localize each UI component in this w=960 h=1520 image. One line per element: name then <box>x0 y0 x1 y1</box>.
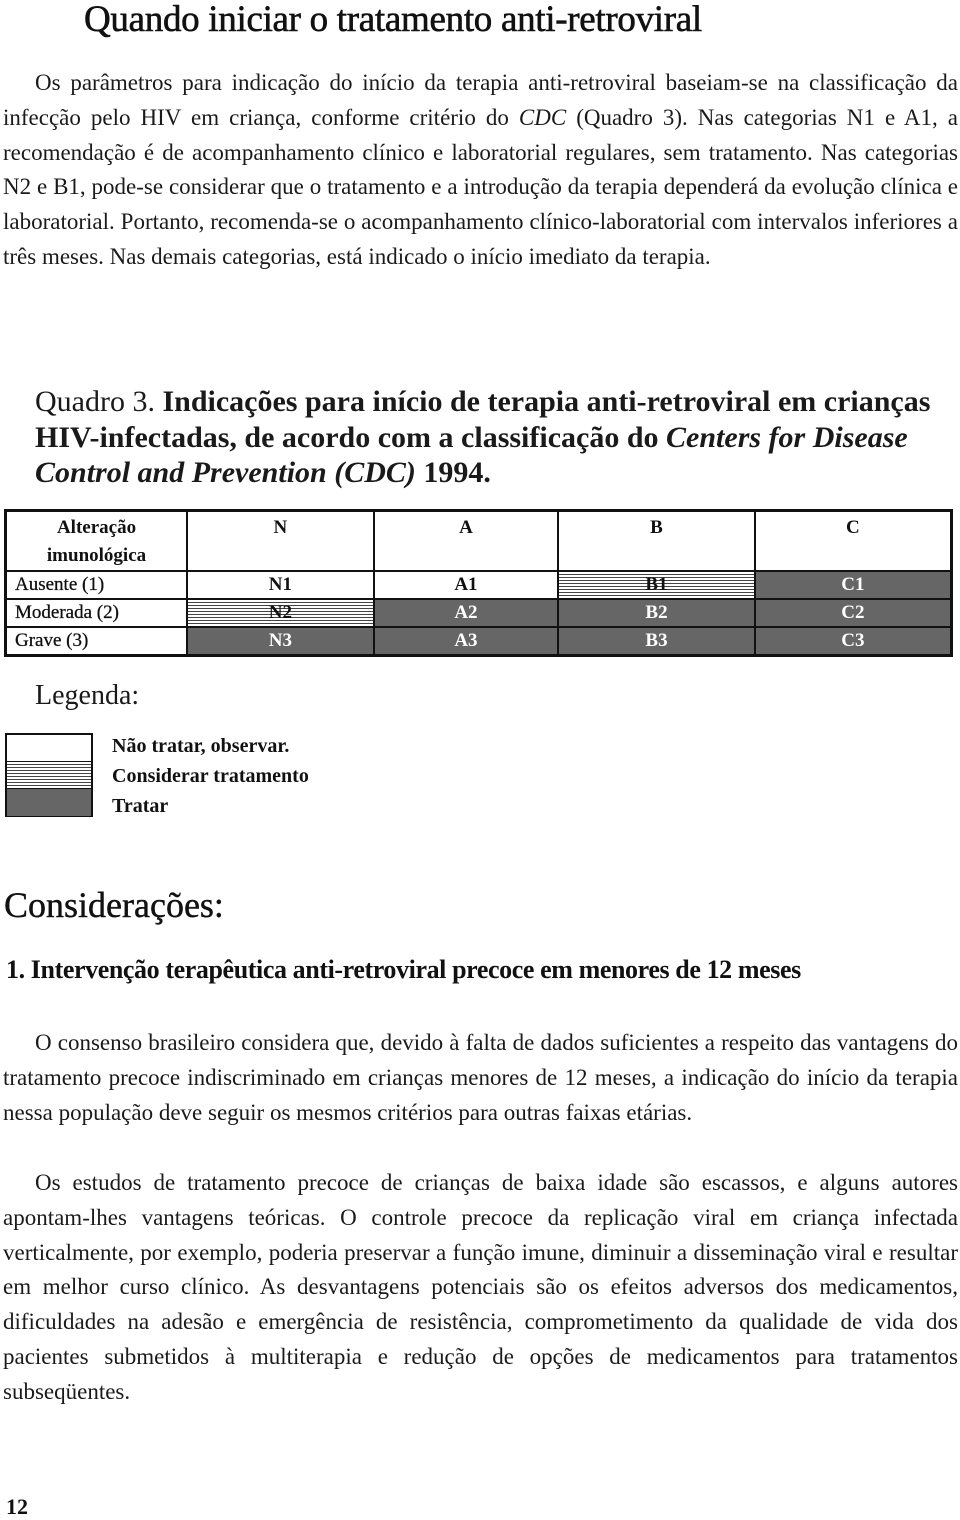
table-header-n: N <box>187 511 374 572</box>
intro-text-1: Os parâmetros para indicação do início da terapia anti-retroviral baseiam-se na classificação da infecção pelo HIV em criança, conforme critério do <box>3 70 958 130</box>
quadro-bold-text: Indicações para início de terapia anti-retroviral em crianças HIV-infectadas, de acordo com a classificação do <box>35 385 931 454</box>
classification-table <box>4 509 953 657</box>
legend-label-treat: Tratar <box>112 795 169 817</box>
table-row <box>6 599 952 627</box>
table-cell: C3 <box>755 627 952 655</box>
legend-swatch-treat <box>7 789 91 816</box>
legend-label-observe: Não tratar, observar. <box>112 735 290 757</box>
table-cell: N3 <box>187 627 374 655</box>
table-row <box>6 571 952 599</box>
table-cell: B2 <box>558 599 755 627</box>
table-cell: C1 <box>755 571 952 599</box>
table-header-c: C <box>755 511 952 572</box>
table-header-immunologic: Alteração imunológica <box>6 511 188 572</box>
table-cell: N2 <box>187 599 374 627</box>
row-label: Moderada (2) <box>6 599 188 627</box>
table-row <box>6 627 952 655</box>
legend-swatches <box>5 733 93 817</box>
quadro-caption <box>35 384 955 491</box>
table-header-a: A <box>374 511 559 572</box>
table-header-b: B <box>558 511 755 572</box>
legend-swatch-consider <box>7 762 91 789</box>
quadro-year: 1994. <box>415 456 491 489</box>
table-header-row <box>6 511 952 572</box>
row-label: Grave (3) <box>6 627 188 655</box>
page-title: Quando iniciar o tratamento anti-retroviral <box>84 0 702 40</box>
considerations-paragraph-1: O consenso brasileiro considera que, devido à falta de dados suficientes a respeito das vantagens do tratamento precoce indiscriminado em crianças menores de 12 meses, a indicação do início da terapia nessa população deve seguir os mesmos critérios para outras faixas etárias. <box>3 1030 958 1125</box>
table-cell: A1 <box>374 571 559 599</box>
table-cell: B1 <box>558 571 755 599</box>
considerations-paragraph-2: Os estudos de tratamento precoce de crianças de baixa idade são escassos, e alguns autores apontam-lhes vantagens teóricas. O controle precoce da replicação viral em criança infectada verticalmente, por exemplo, poderia preservar a função imune, diminuir a disseminação viral e resultar em melhor curso clínico. As desvantagens potenciais são os efeitos adversos dos medicamentos, dificuldades na adesão e emergência de resistência, comprometimento da qualidade de vida dos pacientes submetidos à multiterapia e redução de opções de medicamentos para tratamentos subseqüentes. <box>3 1170 958 1404</box>
table-cell: C2 <box>755 599 952 627</box>
intro-text-2: (Quadro 3). Nas categorias N1 e A1, a recomendação é de acompanhamento clínico e laboratorial regulares, sem tratamento. Nas categorias N2 e B1, pode-se considerar que o tratamento e a introdução da terapia dependerá da evolução clínica e laboratorial. Portanto, recomenda-se o acompanhamento clínico-laboratorial com intervalos inferiores a três meses. Nas demais categorias, está indicado o início imediato da terapia. <box>3 104 958 269</box>
intro-cdc: CDC <box>518 104 567 130</box>
table-cell: N1 <box>187 571 374 599</box>
table-cell: B3 <box>558 627 755 655</box>
legend-title: Legenda: <box>35 680 140 711</box>
considerations-subheading: 1. Intervenção terapêutica anti-retroviral precoce em menores de 12 meses <box>6 955 801 984</box>
page-number: 12 <box>6 1494 28 1519</box>
row-label: Ausente (1) <box>6 571 188 599</box>
table-cell: A2 <box>374 599 559 627</box>
legend-label-consider: Considerar tratamento <box>112 765 309 787</box>
intro-paragraph <box>3 66 958 275</box>
quadro-italic-text: Centers for Disease Control and Prevention (CDC) <box>35 420 908 489</box>
quadro-label: Quadro 3. <box>35 385 163 418</box>
table-cell: A3 <box>374 627 559 655</box>
considerations-heading: Considerações: <box>4 885 224 925</box>
legend-swatch-observe <box>7 735 91 762</box>
